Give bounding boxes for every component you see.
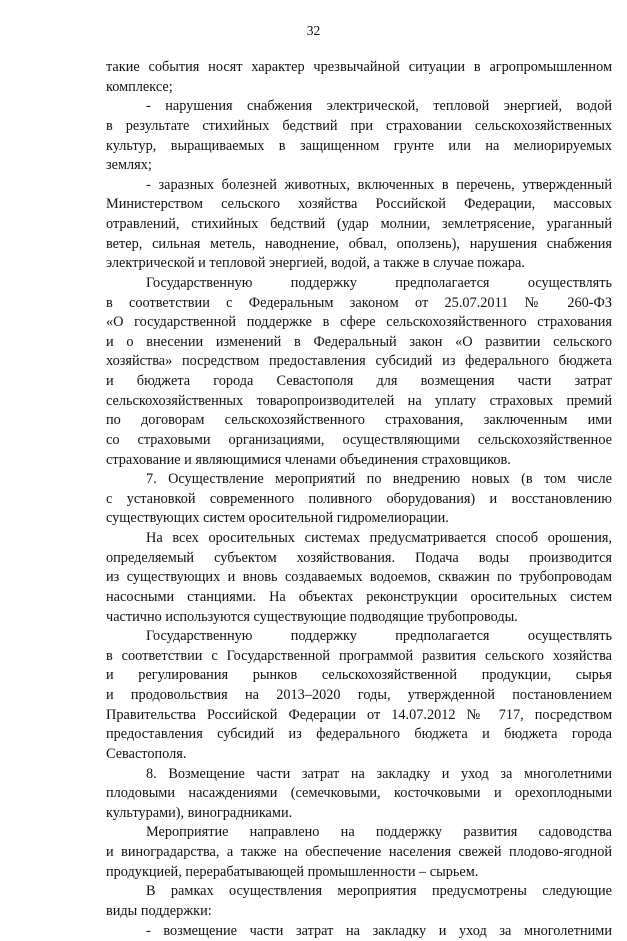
text-line: отравлений, стихийных бедствий (удар молнии, землетрясение, ураганный [106, 215, 612, 235]
text-line: и виноградарства, а также на обеспечение населения свежей плодово-ягодной [106, 843, 612, 863]
text-line: в соответствии с Государственной программой развития сельского хозяйства [106, 647, 612, 667]
text-line: Мероприятие направлено на поддержку развития садоводства [106, 823, 612, 843]
text-line: землях; [106, 156, 612, 176]
text-line: культур, выращиваемых в защищенном грунте или на мелиорируемых [106, 137, 612, 157]
text-line: такие события носят характер чрезвычайной ситуации в агропромышленном [106, 58, 612, 78]
text-line: и бюджета города Севастополя для возмещения части затрат [106, 372, 612, 392]
text-line: сельскохозяйственных товаропроизводителей на уплату страховых премий [106, 392, 612, 412]
text-line: 8. Возмещение части затрат на закладку и уход за многолетними [106, 765, 612, 785]
text-line: - возмещение части затрат на закладку и уход за многолетними [106, 922, 612, 941]
text-line: и продовольствия на 2013–2020 годы, утвержденной постановлением [106, 686, 612, 706]
text-line: и о внесении изменений в Федеральный закон «О развитии сельского [106, 333, 612, 353]
text-line: - заразных болезней животных, включенных в перечень, утвержденный [106, 176, 612, 196]
text-line: Государственную поддержку предполагается осуществлять [106, 627, 612, 647]
text-line: со страховыми организациями, осуществляющими сельскохозяйственное [106, 431, 612, 451]
page-number: 32 [0, 22, 627, 40]
text-line: виды поддержки: [106, 902, 612, 922]
text-line: и регулирования рынков сельскохозяйственной продукции, сырья [106, 666, 612, 686]
text-line: культурами), виноградниками. [106, 804, 612, 824]
text-line: предоставления субсидий из федерального бюджета и бюджета города [106, 725, 612, 745]
text-line: В рамках осуществления мероприятия предусмотрены следующие [106, 882, 612, 902]
text-line: На всех оросительных системах предусматривается способ орошения, [106, 529, 612, 549]
text-line: определяемый субъектом хозяйствования. Подача воды производится [106, 549, 612, 569]
text-line: продукцией, перерабатывающей промышленности – сырьем. [106, 863, 612, 883]
body-text [106, 58, 612, 941]
text-line: в соответствии с Федеральным законом от 25.07.2011 № 260-ФЗ [106, 294, 612, 314]
text-line: в результате стихийных бедствий при страховании сельскохозяйственных [106, 117, 612, 137]
text-line: Правительства Российской Федерации от 14.07.2012 № 717, посредством [106, 706, 612, 726]
text-line: комплексе; [106, 78, 612, 98]
text-line: насосными станциями. На объектах реконструкции оросительных систем [106, 588, 612, 608]
text-line: хозяйства» посредством предоставления субсидий из федерального бюджета [106, 352, 612, 372]
text-line: 7. Осуществление мероприятий по внедрению новых (в том числе [106, 470, 612, 490]
text-line: по договорам сельскохозяйственного страхования, заключенным ими [106, 411, 612, 431]
text-line: ветер, сильная метель, наводнение, обвал, оползень), нарушения снабжения [106, 235, 612, 255]
text-line: плодовыми насаждениями (семечковыми, косточковыми и орехоплодными [106, 784, 612, 804]
text-line: Государственную поддержку предполагается осуществлять [106, 274, 612, 294]
text-line: частично используются существующие подводящие трубопроводы. [106, 608, 612, 628]
text-line: «О государственной поддержке в сфере сельскохозяйственного страхования [106, 313, 612, 333]
text-line: из существующих и вновь создаваемых водоемов, скважин по трубопроводам [106, 568, 612, 588]
text-line: Севастополя. [106, 745, 612, 765]
text-line: с установкой современного поливного оборудования) и восстановлению [106, 490, 612, 510]
text-line: страхование и являющимися членами объединения страховщиков. [106, 451, 612, 471]
text-line: существующих систем оросительной гидромелиорации. [106, 509, 612, 529]
text-line: Министерством сельского хозяйства Российской Федерации, массовых [106, 195, 612, 215]
text-line: электрической и тепловой энергией, водой, а также в случае пожара. [106, 254, 612, 274]
text-line: - нарушения снабжения электрической, тепловой энергией, водой [106, 97, 612, 117]
